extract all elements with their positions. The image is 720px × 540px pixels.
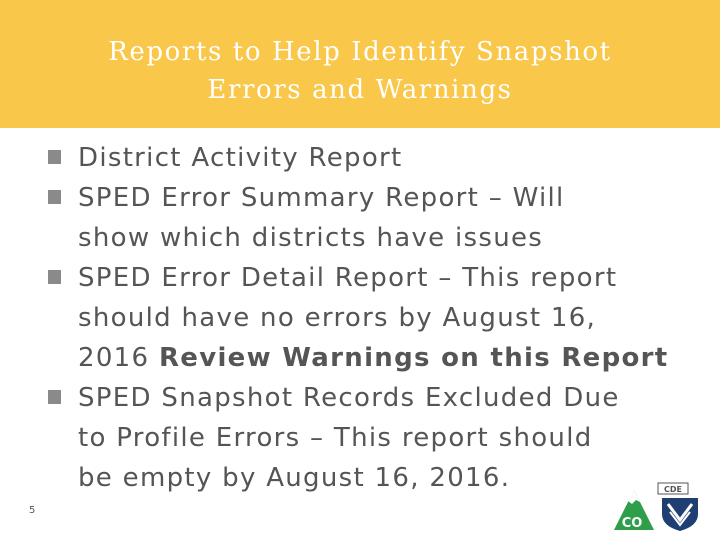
bullet-text: should have no errors by August 16, (78, 303, 597, 333)
bullet-list (46, 138, 706, 498)
cde-colorado-logo (612, 480, 704, 532)
bullet-text: SPED Snapshot Records Excluded Due (78, 383, 620, 413)
review-warnings-emphasis: Review Warnings on this Report (158, 343, 669, 373)
bullet-text: SPED Error Summary Report – Will (78, 183, 565, 213)
slide-title-line-1: Reports to Help Identify Snapshot (108, 37, 612, 67)
bullet-text: District Activity Report (78, 143, 403, 173)
square-bullet-icon (48, 270, 61, 284)
bullet-text: be empty by August 16, 2016. (78, 463, 511, 493)
bullet-text: SPED Error Detail Report – This report (78, 263, 618, 293)
logo-cde-text: CDE (664, 485, 682, 494)
bullet-text: show which districts have issues (78, 223, 544, 253)
bullet-item-error-detail (46, 258, 706, 378)
bullet-text-line (78, 338, 706, 378)
bullet-item-error-summary (46, 178, 706, 258)
bullet-item-records-excluded (46, 378, 706, 498)
logo-co-text: CO (621, 516, 643, 531)
slide-title (40, 33, 680, 109)
square-bullet-icon (48, 390, 61, 404)
bullet-item-district-activity (46, 138, 706, 178)
square-bullet-icon (48, 190, 61, 204)
bullet-text: to Profile Errors – This report should (78, 423, 593, 453)
square-bullet-icon (48, 150, 61, 164)
title-banner (0, 0, 720, 128)
slide-title-line-2: Errors and Warnings (207, 75, 513, 105)
page-number: 5 (29, 505, 36, 516)
bullet-text: 2016 (78, 343, 159, 373)
